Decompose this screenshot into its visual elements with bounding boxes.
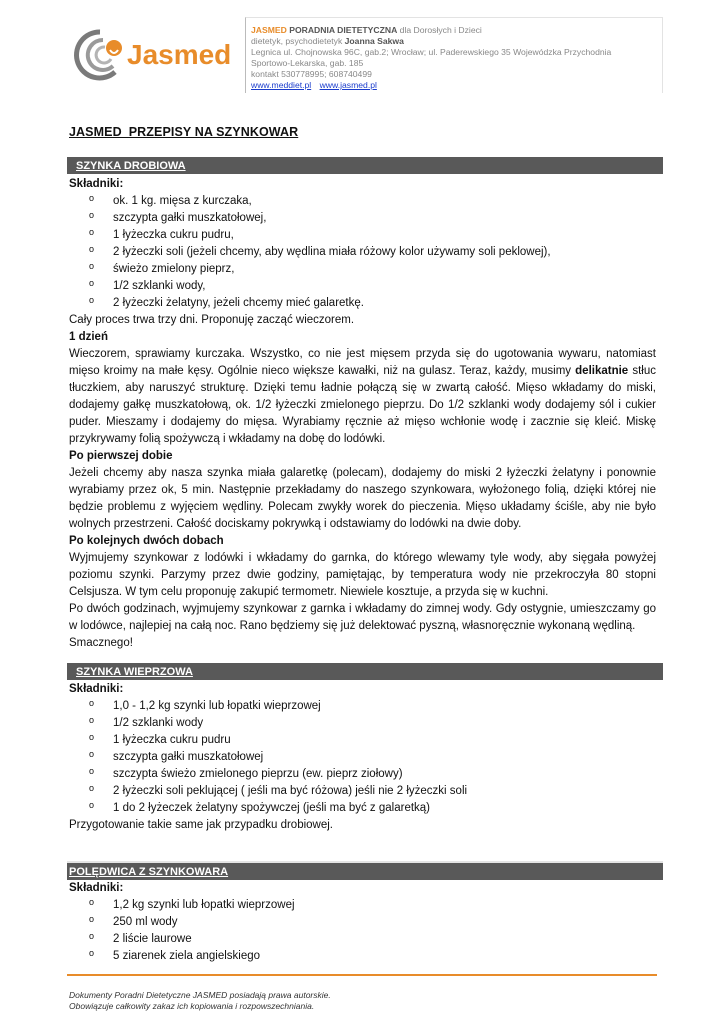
list-item-text: świeżo zmielony pieprz, [113,263,235,275]
link-meddiet[interactable]: www.meddiet.pl [251,80,312,90]
closing-text: Smacznego! [69,637,133,649]
list-item-text: ok. 1 kg. mięsa z kurczaka, [113,195,252,207]
section-drobiowa [69,176,656,652]
links-line [251,80,662,91]
section-heading-bar-3 [67,861,663,880]
logo-wordmark: Jasmed [127,39,232,70]
bullet-icon: o [89,931,95,941]
bullet-icon: o [89,193,95,203]
bullet-icon: o [89,783,95,793]
list-item-text: szczypta gałki muszkatołowej, [113,212,267,224]
ingredients-label: Składniki: [69,178,124,190]
ingredients-list [69,698,656,817]
bullet-icon: o [89,766,95,776]
bullet-icon: o [89,800,95,810]
day3-text-2: Po dwóch godzinach, wyjmujemy szynkowar z garnka i wkładamy do zimnej wody. Gdy ostygnie, umieszczamy go w lodówce, najlepiej na całą noc. Rano będziemy się już delektować pyszną, własnoręcznie wykonaną wędliną. [69,603,656,632]
clinic-suffix: dla Dorosłych i Dzieci [399,25,482,35]
list-item-text: 2 łyżeczki soli (jeżeli chcemy, aby wędlina miała różowy kolor używamy soli peklowej), [113,246,551,258]
section-poledwica [69,880,656,965]
list-item-text: 2 liście laurowe [113,933,192,945]
bullet-icon: o [89,749,95,759]
list-item [69,931,656,948]
clinic-title-line [251,25,662,36]
list-item [69,766,656,783]
list-item-text: 1 łyżeczka cukru pudru, [113,229,234,241]
list-item [69,698,656,715]
list-item-text: szczypta gałki muszkatołowej [113,751,264,763]
ingredients-list [69,193,656,312]
ingredients-label: Składniki: [69,882,124,894]
day1-emphasis: delikatnie [575,365,629,377]
list-item-text: 5 ziarenek ziela angielskiego [113,950,261,962]
list-item [69,244,656,261]
staff-name: Joanna Sakwa [344,36,404,46]
list-item [69,193,656,210]
link-jasmed[interactable]: www.jasmed.pl [319,80,377,90]
section-heading-bar-1 [67,157,663,174]
section-wieprzowa [69,681,656,834]
bullet-icon: o [89,278,95,288]
list-item [69,732,656,749]
contact-line: kontakt 530778995; 608740499 [251,69,372,79]
logo-swirl-icon [70,26,242,84]
list-item-text: 1 łyżeczka cukru pudru [113,734,231,746]
list-item [69,261,656,278]
staff-line [251,36,662,47]
section-heading-bar-2 [67,663,663,680]
document-title: JASMED_PRZEPISY NA SZYNKOWAR [69,125,299,139]
day1-text [69,346,656,448]
day1-label: 1 dzień [69,331,108,343]
clinic-name: PORADNIA DIETETYCZNA [289,25,398,35]
list-item [69,897,656,914]
list-item-text: 1,2 kg szynki lub łopatki wieprzowej [113,899,295,911]
staff-prefix: dietetyk, psychodietetyk [251,36,343,46]
list-item-text: 2 łyżeczki soli peklującej ( jeśli ma być różowa) jeśli nie 2 łyżeczki soli [113,785,468,797]
address-line-2: Sportowo-Lekarska, gab. 185 [251,58,364,68]
address-line-1: Legnica ul. Chojnowska 96C, gab.2; Wrocław; ul. Paderewskiego 35 Wojewódzka Przychodnia [251,47,612,57]
section-heading: POLĘDWICA Z SZYNKOWARA [69,866,229,878]
list-item [69,278,656,295]
list-item [69,227,656,244]
bullet-icon: o [89,715,95,725]
footer-line-2: Obowiązuje całkowity zakaz ich kopiowania i rozpowszechniania. [69,1001,315,1011]
list-item [69,749,656,766]
footer-notice [69,990,331,1012]
section-heading: SZYNKA DROBIOWA [76,160,186,172]
bullet-icon: o [89,210,95,220]
day3-label: Po kolejnych dwóch dobach [69,535,224,547]
bullet-icon: o [89,948,95,958]
bullet-icon: o [89,227,95,237]
section-heading: SZYNKA WIEPRZOWA [76,666,193,678]
bullet-icon: o [89,914,95,924]
list-item [69,715,656,732]
list-item-text: 2 łyżeczki żelatyny, jeżeli chcemy mieć galaretkę. [113,297,364,309]
day2-label: Po pierwszej dobie [69,450,173,462]
list-item [69,914,656,931]
footer-divider [67,974,657,976]
list-item [69,783,656,800]
bullet-icon: o [89,261,95,271]
ingredients-list [69,897,656,965]
list-item [69,295,656,312]
list-item-text: 1,0 - 1,2 kg szynki lub łopatki wieprzowej [113,700,321,712]
brand-name: JASMED [251,25,287,35]
bullet-icon: o [89,698,95,708]
list-item-text: 1/2 szklanki wody [113,717,204,729]
day1-text-b: stłuc tłuczkiem, aby naruszyć strukturę. Dzięki temu ładnie połączą się w zwartą całość. Mięso wkładamy do miski, dodajemy gałkę muszkatołową, ok. 1/2 łyżeczki zmielonego pieprzu. Do 1/2 szklanki wody dodajemy sól i cukier puder. Mieszamy i dodajemy do mięsa. Wyrabiamy ręcznie aż mięso wchłonie wodę i zacznie się kleić. Miskę przykrywamy folią spożywczą i wkładamy na dobę do lodówki. [69,365,656,445]
list-item-text: 250 ml wody [113,916,178,928]
list-item [69,800,656,817]
bullet-icon: o [89,295,95,305]
preparation-note: Przygotowanie takie same jak przypadku drobiowej. [69,819,333,831]
bullet-icon: o [89,244,95,254]
bullet-icon: o [89,897,95,907]
day1-text-a: Wieczorem, sprawiamy kurczaka. Wszystko, co nie jest mięsem przyda się do ugotowania wywaru, natomiast mięso kroimy na małe kęsy. Ogólnie nieco większe kawałki, niż na gulasz. Teraz, każdy, musimy [69,348,656,377]
list-item [69,210,656,227]
footer-line-1: Dokumenty Poradni Dietetyczne JASMED posiadają prawa autorskie. [69,990,331,1000]
ingredients-label: Składniki: [69,683,124,695]
list-item-text: szczypta świeżo zmielonego pieprzu (ew. pieprz ziołowy) [113,768,403,780]
intro-text: Cały proces trwa trzy dni. Proponuję zacząć wieczorem. [69,314,355,326]
clinic-header [245,17,663,93]
bullet-icon: o [89,732,95,742]
list-item-text: 1 do 2 łyżeczek żelatyny spożywczej (jeśli ma być z galaretką) [113,802,431,814]
day3-text-1: Wyjmujemy szynkowar z lodówki i wkładamy do garnka, do którego wlewamy tyle wody, aby sięgała powyżej poziomu szynki. Parzymy przez dwie godziny, pamiętając, by temperatura wody nie przekroczyła 80 stopni Celsjusza. W tym celu proponuję zakupić termometr. Niewiele kosztuje, a przyda się w kuchni. [69,552,656,598]
jasmed-logo [70,26,242,84]
list-item-text: 1/2 szklanki wody, [113,280,206,292]
day2-text: Jeżeli chcemy aby nasza szynka miała galaretkę (polecam), dodajemy do miski 2 łyżeczki żelatyny i ponownie wyrabiamy przez ok, 5 min. Następnie przekładamy do naszego szynkowara, wyłożonego folią, dzięki której nie będzie problemu z wyjęciem wędliny. Polecam zwykły worek do pieczenia. Mięso układamy ściśle, aby nie było wolnych przestrzeni. Całość dociskamy pokrywką i odstawiamy do lodówki na dwie doby. [69,467,656,530]
list-item [69,948,656,965]
